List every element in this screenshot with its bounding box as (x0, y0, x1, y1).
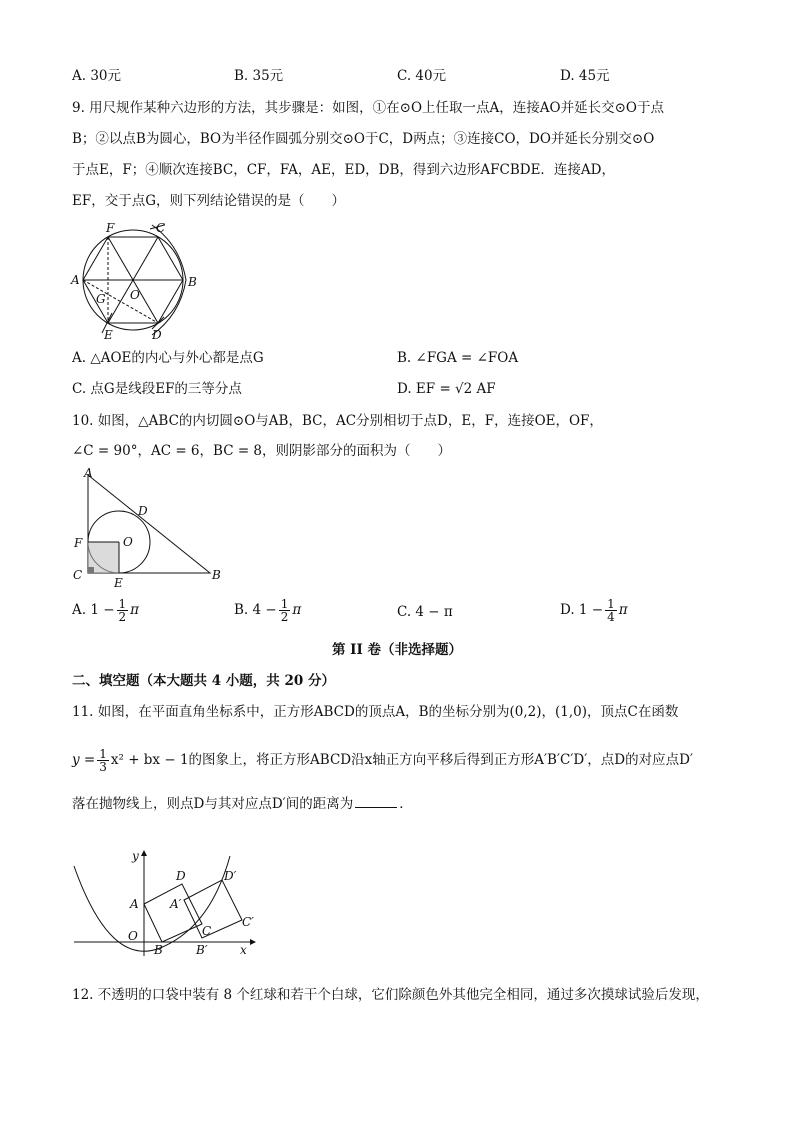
q11-line-3: 落在抛物线上，则点D与其对应点D′间的距离为 ． (72, 796, 413, 812)
q11-fig-label-c-prime: C′ (242, 915, 254, 929)
q10-fig-label-c: C (73, 568, 83, 582)
q9-line-2: B；②以点B为圆心，BO为半径作圆弧分别交⊙O于C，D两点；③连接CO，DO并延长分别交⊙O (72, 131, 655, 147)
q10-fig-label-d: D (138, 504, 148, 518)
q11-fig-label-b-prime: B′ (196, 943, 208, 957)
q11-fig-label-d: D (176, 869, 186, 883)
q9-line-3: 于点E，F；④顺次连接BC，CF，FA，AE，ED，DB，得到六边形AFCBDE．连接AD， (72, 162, 616, 178)
q11-fraction: $\frac{1}{3}$ (99, 747, 107, 774)
q9-fig-label-e: E (104, 328, 113, 342)
q8-option-c: C. 40元 (397, 68, 447, 84)
q10-line-1: 10. 如图，△ABC的内切圆⊙O与AB，BC，AC分别相切于点D，E，F，连接OE，OF， (72, 413, 603, 429)
q11-fig-label-o: O (128, 929, 138, 943)
q9-hexagon-figure (70, 215, 200, 347)
q11-fig-label-a-prime: A′ (170, 897, 182, 911)
fill-in-title: 二、填空题（本大题共 4 小题，共 20 分） (72, 673, 335, 689)
q9-option-d: D. EF = √2 AF (397, 381, 496, 397)
section-title: 第 II 卷（非选择题） (331, 642, 463, 658)
q11-coordinate-figure (70, 848, 260, 960)
q10-fraction-b: $\frac{1}{2}$ (280, 597, 289, 624)
q9-fig-label-g: G (96, 292, 106, 306)
q11-fig-label-c: C (202, 924, 212, 938)
q11-fig-label-x: x (240, 943, 247, 957)
q9-fig-label-d: D (152, 328, 162, 342)
q10-fig-label-b: B (212, 568, 221, 582)
q10-triangle-figure (70, 465, 230, 593)
q9-line-4: EF，交于点G，则下列结论错误的是（ ） (72, 193, 346, 209)
q9-fig-label-f: F (106, 221, 115, 235)
q9-fig-label-a: A (71, 273, 80, 287)
q11-fig-label-a: A (130, 897, 139, 911)
q9-fig-label-c: C (156, 221, 166, 235)
q11-line-2: y = $\frac{1}{3}$ x² + bx − 1的图象上，将正方形ABCD沿x轴正方向平移后得到正方形A′B′C′D′，点D的对应点D′ (72, 747, 694, 774)
q11-fig-label-y: y (132, 849, 139, 863)
q10-option-c: C. 4 − π (397, 604, 453, 620)
q12-line-1: 12. 不透明的口袋中装有 8 个红球和若干个白球，它们除颜色外其他完全相同，通过多次摸球试验后发现， (72, 987, 709, 1003)
q10-fraction-d: $\frac{1}{4}$ (607, 597, 615, 624)
q11-line-1: 11. 如图，在平面直角坐标系中，正方形ABCD的顶点A，B的坐标分别为(0,2)，(1,0)，顶点C在函数 (72, 704, 679, 720)
q10-fig-label-f: F (74, 536, 83, 550)
q10-fig-label-a: A (84, 466, 93, 480)
q10-fig-label-o: O (123, 535, 133, 549)
q10-line-2: ∠C = 90°，AC = 6，BC = 8，则阴影部分的面积为（ ） (72, 443, 452, 459)
q11-fig-label-d-prime: D′ (224, 869, 237, 883)
q10-option-d: D. 1 − $\frac{1}{4}$ π (560, 597, 628, 624)
answer-blank (355, 807, 397, 808)
q8-option-d: D. 45元 (560, 68, 610, 84)
q8-option-a: A. 30元 (72, 68, 122, 84)
q10-option-b: B. 4 − $\frac{1}{2}$ π (234, 597, 302, 624)
q10-option-a: A. 1 − $\frac{1}{2}$ π (72, 597, 140, 624)
q11-fig-label-b: B (154, 943, 163, 957)
q9-option-a: A. △AOE的内心与外心都是点G (72, 350, 264, 366)
q9-line-1: 9. 用尺规作某种六边形的方法，其步骤是：如图，①在⊙O上任取一点A，连接AO并延长交⊙O于点 (72, 100, 664, 116)
q10-fraction-a: $\frac{1}{2}$ (118, 597, 127, 624)
q9-fig-label-o: O (130, 288, 140, 302)
q9-fig-label-b: B (188, 275, 197, 289)
q9-option-b: B. ∠FGA = ∠FOA (397, 350, 519, 366)
q10-fig-label-e: E (114, 576, 123, 590)
q8-option-b: B. 35元 (234, 68, 284, 84)
q9-option-c: C. 点G是线段EF的三等分点 (72, 381, 242, 397)
